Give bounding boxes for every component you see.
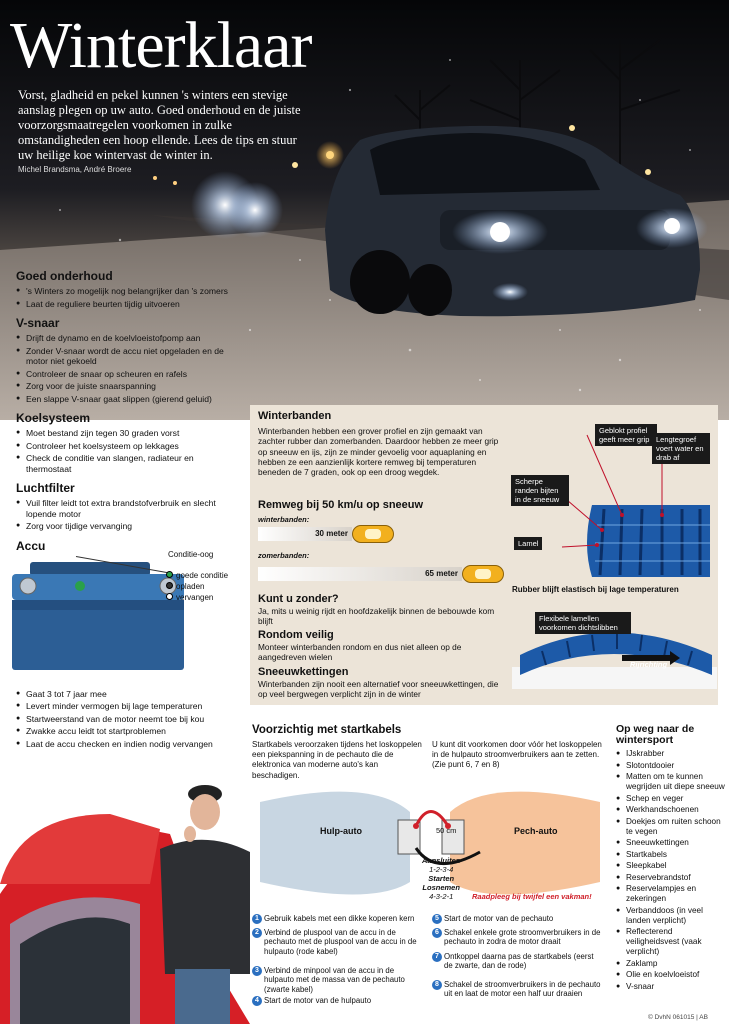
remweg-car-zomer-icon: [462, 565, 504, 583]
list-item: ● Schep en veger: [616, 794, 727, 804]
remweg-car-winter-icon: [352, 525, 394, 543]
list-item: ● Olie en koelvloeistof: [616, 970, 727, 980]
list-item: ● Matten om te kunnen wegrijden uit diepe sneeuw: [616, 772, 727, 792]
list-accu: [16, 689, 238, 750]
losnemen-volgorde: 4-3-2-1: [429, 892, 454, 901]
list-item: ● Zonder V-snaar wordt de accu niet opgeladen en de motor niet gekoeld: [16, 346, 238, 367]
starten-label: Starten: [428, 874, 455, 883]
intro-text: Vorst, gladheid en pekel kunnen 's winters een stevige aanslag plegen op uw auto. Goed onderhoud en de juiste voorzorgsmaatregelen voorkomen in zulke omstandigheden een hoop ellende. Lees de tips en stuur uw heilige koe wintervast de winter in.: [18, 88, 301, 162]
startkabels-title: Voorzichtig met startkabels: [252, 724, 402, 736]
step-number-icon: 8: [432, 980, 442, 990]
list-item: ● Doekjes om ruiten schoon te vegen: [616, 817, 727, 837]
volgorde-block: [422, 856, 460, 901]
list-item: ● Sleepkabel: [616, 861, 727, 871]
list-vsnaar: [16, 333, 238, 404]
list-item: ● Laat de reguliere beurten tijdig uitvoeren: [16, 299, 238, 310]
sneeuwkettingen-title: Sneeuwkettingen: [258, 666, 349, 678]
byline: Michel Brandsma, André Broere: [18, 165, 132, 174]
list-item: ● Verbanddoos (in veel landen verplicht): [616, 906, 727, 926]
startkabels-step: [432, 952, 604, 971]
wintersport-column: [614, 718, 729, 1024]
list-item: ● Reflecterend veiligheidsvest (vaak verplicht): [616, 927, 727, 957]
aansluiten-label: Aansluiten: [422, 856, 461, 865]
tire-caption: Rubber blijft elastisch bij lage temperaturen: [512, 585, 679, 594]
rondom-veilig-text: Monteer winterbanden rondom en dus niet alleen op de aangedreven wielen: [258, 642, 462, 663]
step-text: Start de motor van de hulpauto: [264, 996, 372, 1005]
battery-icon: [10, 556, 190, 676]
remweg-bar-winter: [258, 527, 352, 541]
list-item: ● Laat de accu checken en indien nodig vervangen: [16, 739, 238, 750]
legend-opladen: opladen: [176, 581, 205, 591]
afstand-label: 50 cm: [436, 826, 457, 835]
startkabels-step: [252, 996, 424, 1005]
list-item: ● Moet bestand zijn tegen 30 graden vorst: [16, 428, 238, 439]
startkabels-step: [252, 914, 424, 923]
left-column: [0, 262, 238, 751]
list-item: ● Een slappe V-snaar gaat slippen (gierend geluid): [16, 394, 238, 405]
legend-dot-white-icon: [166, 593, 173, 600]
list-item: ● Gaat 3 tot 7 jaar mee: [16, 689, 238, 700]
legend-vervangen: vervangen: [176, 592, 214, 602]
step-number-icon: 4: [252, 996, 262, 1006]
list-item: ● Zorg voor tijdige vervanging: [16, 521, 238, 532]
list-wintersport: [616, 749, 727, 992]
step-text: Verbind de minpool van de accu in de hulpauto met de massa van de pechauto (zwarte kabel): [264, 966, 405, 994]
list-item: ● Check de conditie van slangen, radiateur en thermostaat: [16, 453, 238, 474]
list-item: ● Sneeuwkettingen: [616, 838, 727, 848]
list-item: ● Controleer het koelsysteem op lekkages: [16, 441, 238, 452]
man-jumpstart-photo: [0, 774, 250, 1024]
remweg-title: Remweg bij 50 km/u op sneeuw: [258, 499, 424, 511]
label-lengtegroef: Lengtegroef voert water en drab af: [652, 433, 710, 464]
page-title: Winterklaar: [10, 9, 312, 82]
step-text: Verbind de pluspool van de accu in de pechauto met de pluspool van de accu in de hulpauto (rode kabel): [264, 928, 417, 956]
list-item: ● Drijft de dynamo en de koelvloeistofpomp aan: [16, 333, 238, 344]
wintersport-title: Op weg naar de wintersport: [616, 723, 695, 746]
section-title-luchtfilter: Luchtfilter: [16, 481, 75, 495]
credit: © DvhN 061015 | AB: [648, 1014, 708, 1021]
section-title-vsnaar: V-snaar: [16, 316, 60, 330]
step-text: Schakel de stroomverbruikers in de pechauto uit en laat de motor een half uur draaien: [444, 980, 601, 999]
legend-dot-dark-icon: [166, 582, 173, 589]
remweg-value-zomer: 65 meter: [425, 569, 458, 578]
section-title-accu: Accu: [16, 538, 46, 553]
list-item: ● Zwakke accu leidt tot startproblemen: [16, 726, 238, 737]
list-item: ● Werkhandschoenen: [616, 805, 727, 815]
conditie-legend: [166, 570, 228, 603]
kunt-u-zonder-text: Ja, mits u weinig rijdt en hoofdzakelijk binnen de bebouwde kom blijft: [258, 606, 495, 627]
step-number-icon: 7: [432, 952, 442, 962]
step-number-icon: 6: [432, 928, 442, 938]
list-item: ● Vuil filter leidt tot extra brandstofverbruik en slecht lopende motor: [16, 498, 238, 519]
losnemen-label: Losnemen: [422, 883, 460, 892]
list-koelsysteem: [16, 428, 238, 474]
list-item: ● IJskrabber: [616, 749, 727, 759]
winterbanden-text: Winterbanden hebben een grover profiel en zijn gemaakt van zachter rubber dan zomerbanden. Daardoor hebben ze meer grip op sneeuw en ijs, zijn ze minder gevoelig voor aquaplaning en hebben ze een aanzienlijk kortere remweg bij temperaturen beneden de 7 graden, ook op een droog wegdek.: [258, 426, 499, 478]
label-lamel: Lamel: [514, 537, 542, 550]
list-item: ● Reservelampjes en zekeringen: [616, 884, 727, 904]
section-title-koelsysteem: Koelsysteem: [16, 411, 91, 425]
section-title-onderhoud: Goed onderhoud: [16, 269, 113, 283]
label-scherpe-randen: Scherpe randen bijten in de sneeuw: [511, 475, 569, 506]
vakman-warning: Raadpleeg bij twijfel een vakman!: [472, 892, 592, 901]
accu-illustration: [16, 549, 238, 686]
startkabels-step: [252, 966, 424, 994]
remweg-bar-zomer: [258, 567, 462, 581]
list-item: ● Levert minder vermogen bij lage temperaturen: [16, 701, 238, 712]
pech-auto-label: Pech-auto: [514, 826, 558, 836]
step-text: Ontkoppel daarna pas de startkabels (eerst de zwarte, dan de rode): [444, 952, 594, 971]
label-geblokt-profiel: Geblokt profiel geeft meer grip: [595, 424, 657, 446]
list-luchtfilter: [16, 498, 238, 532]
kunt-u-zonder-title: Kunt u zonder?: [258, 593, 339, 605]
remweg-value-winter: 30 meter: [315, 529, 348, 538]
list-item: ● Startweerstand van de motor neemt toe bij kou: [16, 714, 238, 725]
startkabels-step: [252, 928, 424, 956]
step-number-icon: 1: [252, 914, 262, 924]
zomerbanden-remweg-label: zomerbanden:: [258, 551, 310, 560]
rondom-veilig-title: Rondom veilig: [258, 629, 334, 641]
hulp-auto-label: Hulp-auto: [320, 826, 362, 836]
list-item: ● 's Winters zo mogelijk nog belangrijker dan 's zomers: [16, 286, 238, 297]
sneeuwkettingen-text: Winterbanden zijn nooit een alternatief voor sneeuwkettingen, die op veel bergwegen verplicht zijn in de winter: [258, 679, 499, 700]
list-item: ● Controleer de snaar op scheuren en rafels: [16, 369, 238, 380]
label-flexibele-lamellen: Flexibele lamellen voorkomen dichtslibben: [535, 612, 631, 634]
list-item: ● Zaklamp: [616, 959, 727, 969]
startkabels-step: [432, 928, 604, 947]
step-text: Schakel enkele grote stroomverbruikers in de pechauto in zodra de motor draait: [444, 928, 601, 947]
step-number-icon: 2: [252, 928, 262, 938]
conditie-oog-label: Conditie-oog: [168, 549, 214, 559]
label-rijrichting: Rijrichting: [630, 660, 668, 669]
winterbanden-title: Winterbanden: [258, 410, 332, 422]
winterbanden-panel: [250, 405, 718, 705]
step-text: Start de motor van de pechauto: [444, 914, 554, 923]
winterbanden-remweg-label: winterbanden:: [258, 515, 310, 524]
startkabels-section: [250, 718, 610, 1024]
legend-dot-green-icon: [166, 571, 173, 578]
list-item: ● V-snaar: [616, 982, 727, 992]
step-number-icon: 3: [252, 966, 262, 976]
startkabels-text-2: U kunt dit voorkomen door vóór het loskoppelen in de hulpauto stroomverbruikers aan te zetten. (Zie punt 6, 7 en 8): [432, 740, 602, 770]
list-onderhoud: [16, 286, 238, 309]
list-item: ● Zorg voor de juiste snaarspanning: [16, 381, 238, 392]
list-item: ● Startkabels: [616, 850, 727, 860]
step-text: Gebruik kabels met een dikke koperen kern: [264, 914, 415, 923]
startkabels-text-1: Startkabels veroorzaken tijdens het loskoppelen een piekspanning in de pechauto die de elektronica van moderne auto's kan beschadigen.: [252, 740, 422, 780]
legend-goede-conditie: goede conditie: [176, 570, 229, 580]
aansluiten-volgorde: 1-2-3-4: [429, 865, 454, 874]
step-number-icon: 5: [432, 914, 442, 924]
list-item: ● Slotontdooier: [616, 761, 727, 771]
startkabels-step: [432, 980, 604, 999]
startkabels-step: [432, 914, 604, 923]
list-item: ● Reservebrandstof: [616, 873, 727, 883]
